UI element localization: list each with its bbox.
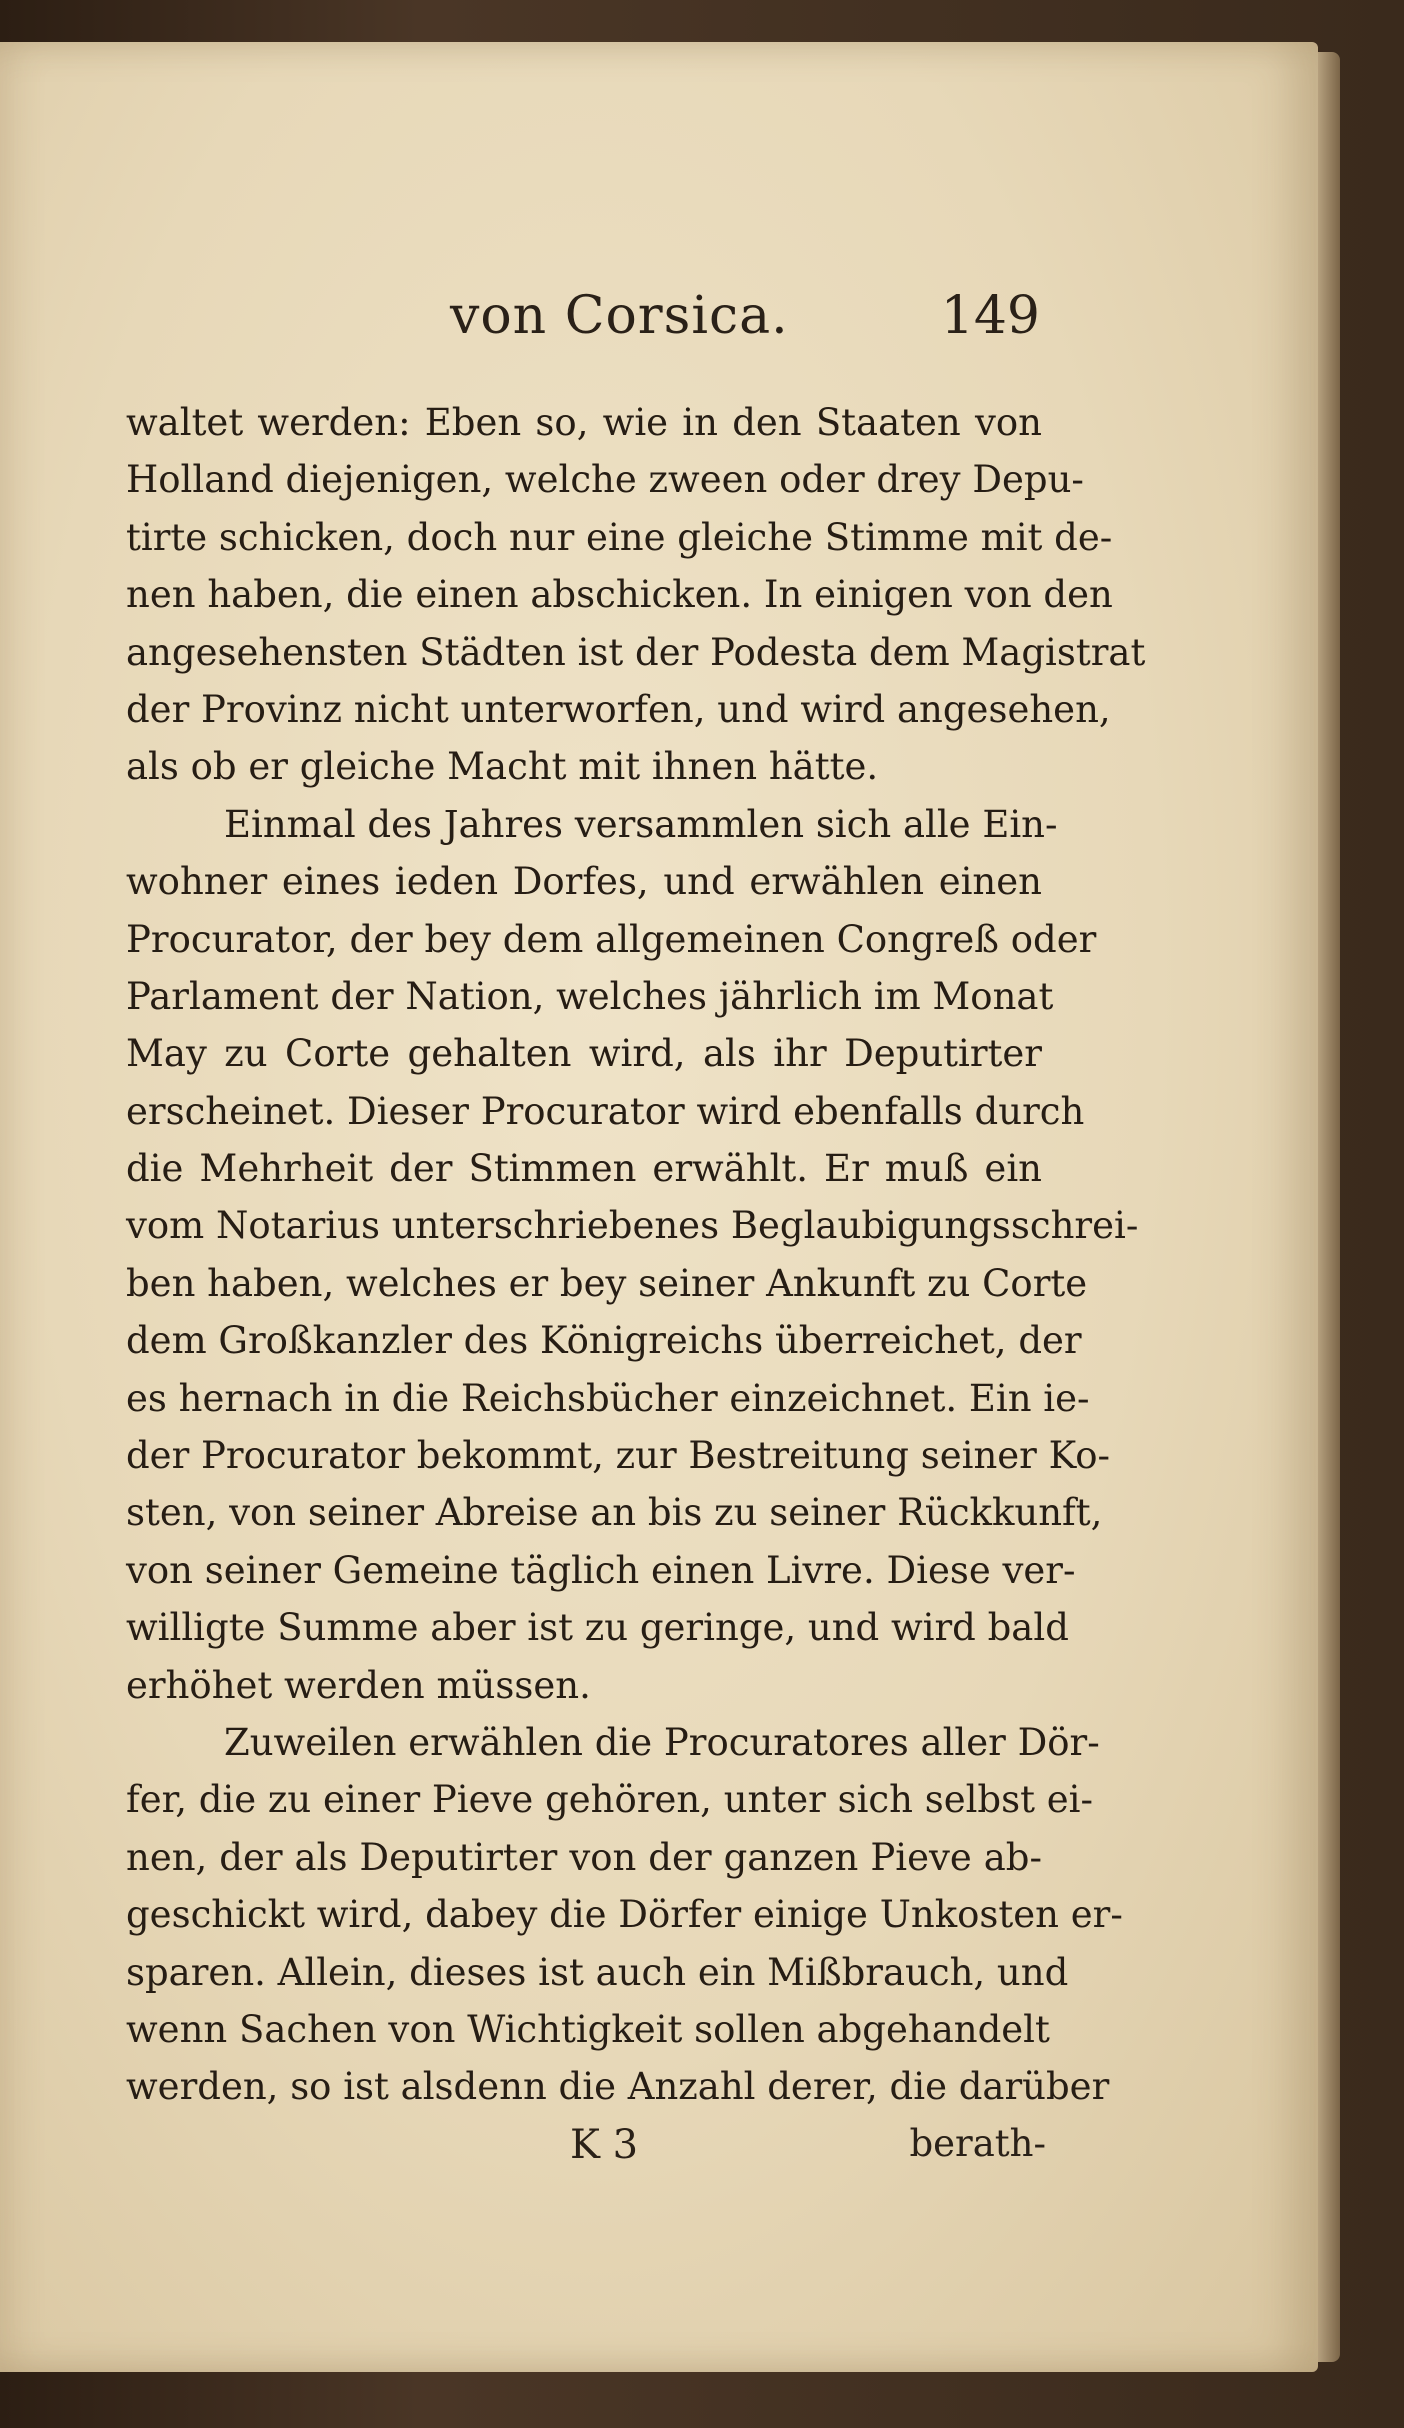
text-line: fer, die zu einer Pieve gehören, unter sich selbst ei- [126, 1778, 1093, 1822]
page-sheet [0, 42, 1318, 2372]
text-line: vom Notarius unterschriebenes Beglaubigungsschrei- [126, 1204, 1139, 1248]
text-line: nen haben, die einen abschicken. In einigen von den [126, 573, 1113, 617]
text-line: der Provinz nicht unterworfen, und wird angesehen, [126, 687, 1111, 731]
running-title: von Corsica. [450, 286, 789, 346]
text-line: Parlament der Nation, welches jährlich im Monat [126, 974, 1054, 1018]
text-line: Zuweilen erwählen die Procuratores aller Dör- [224, 1720, 1100, 1764]
page-footer [130, 2122, 1046, 2192]
text-line: sten, von seiner Abreise an bis zu seiner Rückkunft, [126, 1491, 1103, 1535]
text-line: Holland diejenigen, welche zween oder drey Depu- [126, 458, 1084, 502]
text-line: werden, so ist alsdenn die Anzahl derer, die darüber [126, 2065, 1110, 2109]
text-line: sparen. Allein, dieses ist auch ein Mißbrauch, und [126, 1950, 1069, 1994]
signature-mark: K 3 [570, 2122, 639, 2168]
text-line: angesehensten Städten ist der Podesta dem Magistrat [126, 630, 1146, 674]
text-line: Einmal des Jahres versammlen sich alle Ein- [224, 802, 1058, 846]
text-line: erscheinet. Dieser Procurator wird ebenfalls durch [126, 1089, 1085, 1133]
body-text [126, 394, 1146, 2116]
text-line: als ob er gleiche Macht mit ihnen hätte. [126, 745, 879, 789]
page-header [130, 278, 1040, 368]
catchword: berath- [909, 2122, 1046, 2165]
text-line: wenn Sachen von Wichtigkeit sollen abgehandelt [126, 2007, 1050, 2051]
page-number: 149 [940, 286, 1040, 346]
text-line: der Procurator bekommt, zur Bestreitung seiner Ko- [126, 1434, 1111, 1478]
text-line: tirte schicken, doch nur eine gleiche Stimme mit de- [126, 515, 1113, 559]
text-line: geschickt wird, dabey die Dörfer einige Unkosten er- [126, 1893, 1123, 1937]
text-line: Procurator, der bey dem allgemeinen Congreß oder [126, 917, 1097, 961]
text-line: erhöhet werden müssen. [126, 1663, 591, 1707]
text-line: ben haben, welches er bey seiner Ankunft zu Corte [126, 1261, 1088, 1305]
text-line: waltet werden: Eben so, wie in den Staaten von [126, 401, 1042, 444]
text-line: von seiner Gemeine täglich einen Livre. Diese ver- [126, 1548, 1076, 1592]
text-line: willigte Summe aber ist zu geringe, und wird bald [126, 1606, 1069, 1650]
text-line: nen, der als Deputirter von der ganzen Pieve ab- [126, 1835, 1042, 1879]
text-line: dem Großkanzler des Königreichs überreichet, der [126, 1319, 1082, 1363]
text-line: wohner eines ieden Dorfes, und erwählen einen [126, 860, 1042, 904]
text-line: es hernach in die Reichsbücher einzeichnet. Ein ie- [126, 1376, 1090, 1420]
text-line: die Mehrheit der Stimmen erwählt. Er muß ein [126, 1147, 1042, 1191]
text-line: May zu Corte gehalten wird, als ihr Deputirter [126, 1032, 1042, 1076]
